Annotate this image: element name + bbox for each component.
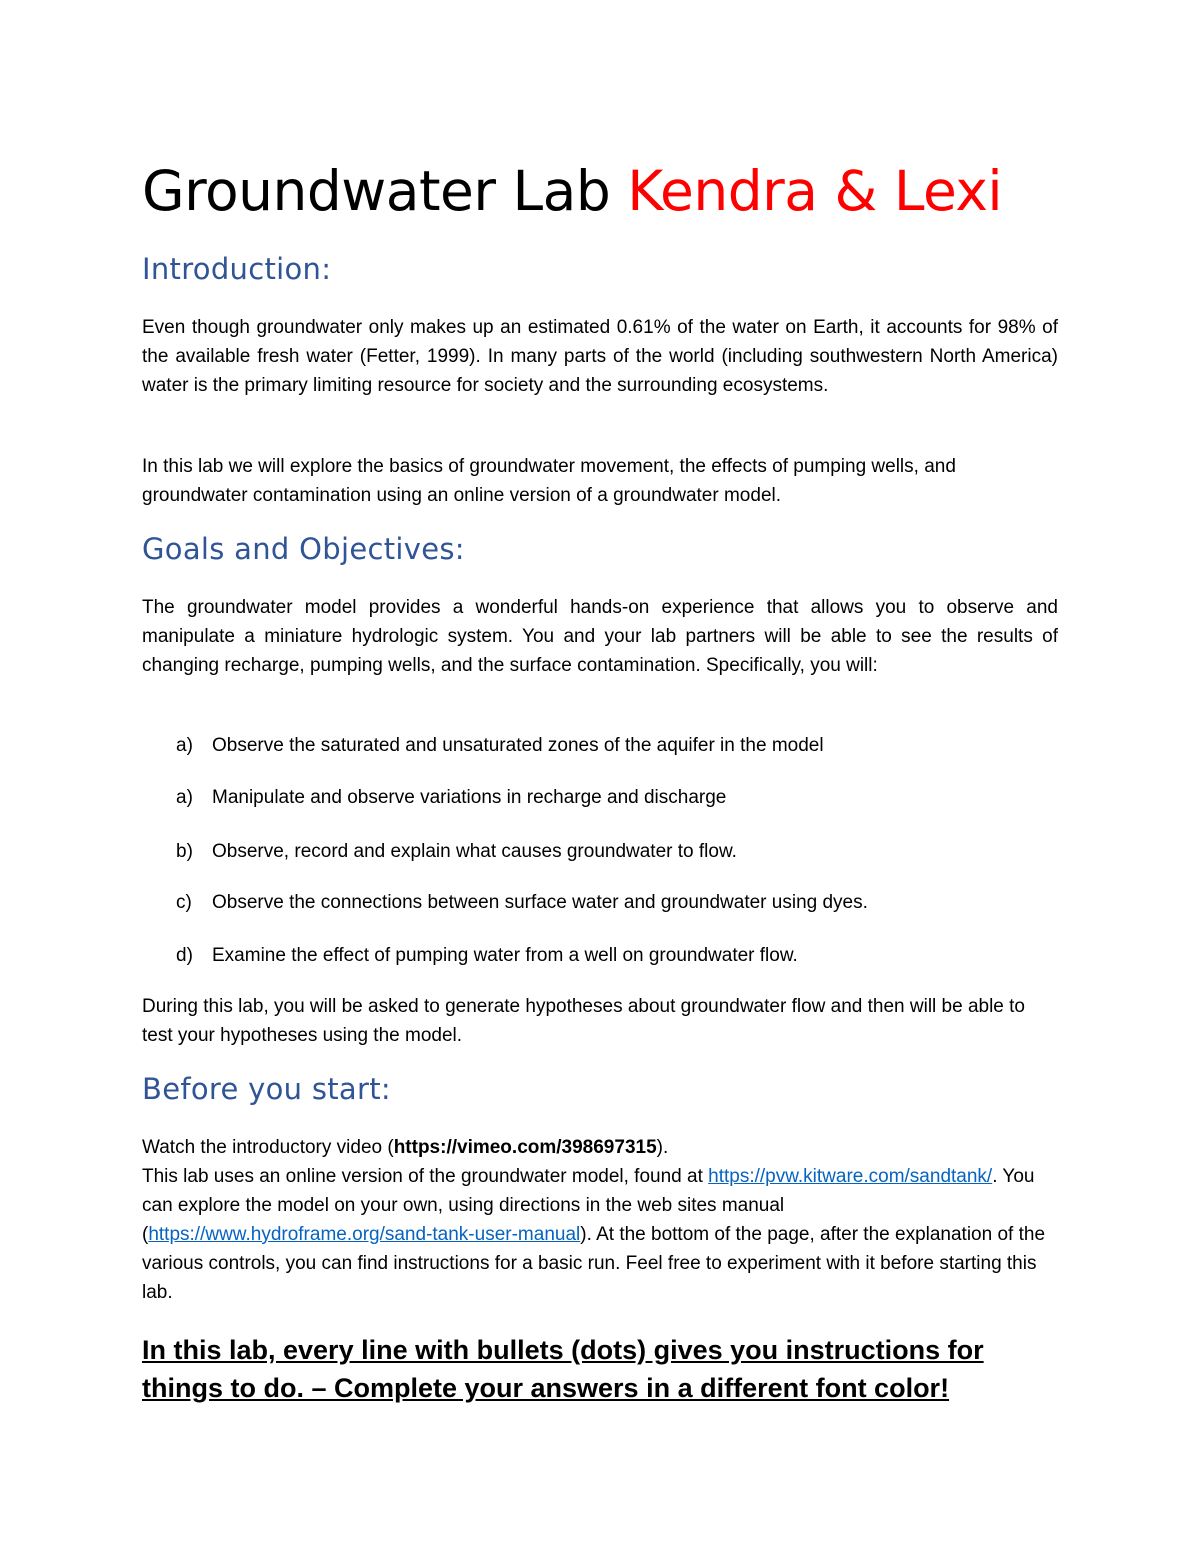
list-item-text: Observe the connections between surface water and groundwater using dyes.	[212, 892, 868, 913]
list-item-text: Observe the saturated and unsaturated zones of the aquifer in the model	[212, 735, 824, 756]
list-item-text: Observe, record and explain what causes groundwater to flow.	[212, 841, 737, 862]
goals-heading: Goals and Objectives:	[142, 532, 465, 566]
video-url: https://vimeo.com/398697315	[393, 1137, 657, 1158]
model-line-suffix: ). At the bottom of the page, after the explanation of the various controls, you can find instructions for a basic run. Feel free to experiment with it before starting this lab.	[142, 1224, 1046, 1303]
list-marker: b)	[176, 841, 193, 862]
before-heading: Before you start:	[142, 1072, 391, 1106]
manual-link[interactable]: https://www.hydroframe.org/sand-tank-user-manual	[148, 1224, 581, 1245]
title-main: Groundwater Lab	[142, 159, 611, 223]
list-marker: d)	[176, 945, 193, 966]
goals-paragraph-1: The groundwater model provides a wonderful hands-on experience that allows you to observe and manipulate a miniature hydrologic system. You and your lab partners will be able to see the results of changing recharge, pumping wells, and the surface contamination. Specifically, you will:	[142, 597, 1058, 676]
document-title	[142, 160, 1002, 223]
list-item-text: Manipulate and observe variations in recharge and discharge	[212, 787, 727, 808]
instructions-note: In this lab, every line with bullets (dots) gives you instructions for things to do. – Complete your answers in a different font color!	[142, 1335, 984, 1403]
list-marker: a)	[176, 735, 193, 756]
before-paragraph	[142, 1133, 1058, 1307]
list-marker: a)	[176, 787, 193, 808]
model-line-middle: . You can explore the model on your own, using directions in the web sites manual (	[142, 1166, 1035, 1245]
introduction-paragraph-2: In this lab we will explore the basics of groundwater movement, the effects of pumping wells, and groundwater contamination using an online version of a groundwater model.	[142, 456, 956, 506]
video-line-suffix: ).	[656, 1137, 669, 1158]
list-marker: c)	[176, 892, 192, 913]
introduction-paragraph-1: Even though groundwater only makes up an estimated 0.61% of the water on Earth, it accounts for 98% of the available fresh water (Fetter, 1999). In many parts of the world (including southwestern North America) water is the primary limiting resource for society and the surrounding ecosystems.	[142, 317, 1058, 396]
title-names: Kendra & Lexi	[627, 159, 1003, 223]
sandtank-link[interactable]: https://pvw.kitware.com/sandtank/	[708, 1166, 993, 1187]
video-line-prefix: Watch the introductory video (	[142, 1137, 394, 1158]
goals-paragraph-2: During this lab, you will be asked to generate hypotheses about groundwater flow and then will be able to test your hypotheses using the model.	[142, 996, 1025, 1046]
introduction-heading: Introduction:	[142, 252, 332, 286]
model-line-prefix: This lab uses an online version of the groundwater model, found at	[142, 1166, 709, 1187]
list-item-text: Examine the effect of pumping water from a well on groundwater flow.	[212, 945, 798, 966]
